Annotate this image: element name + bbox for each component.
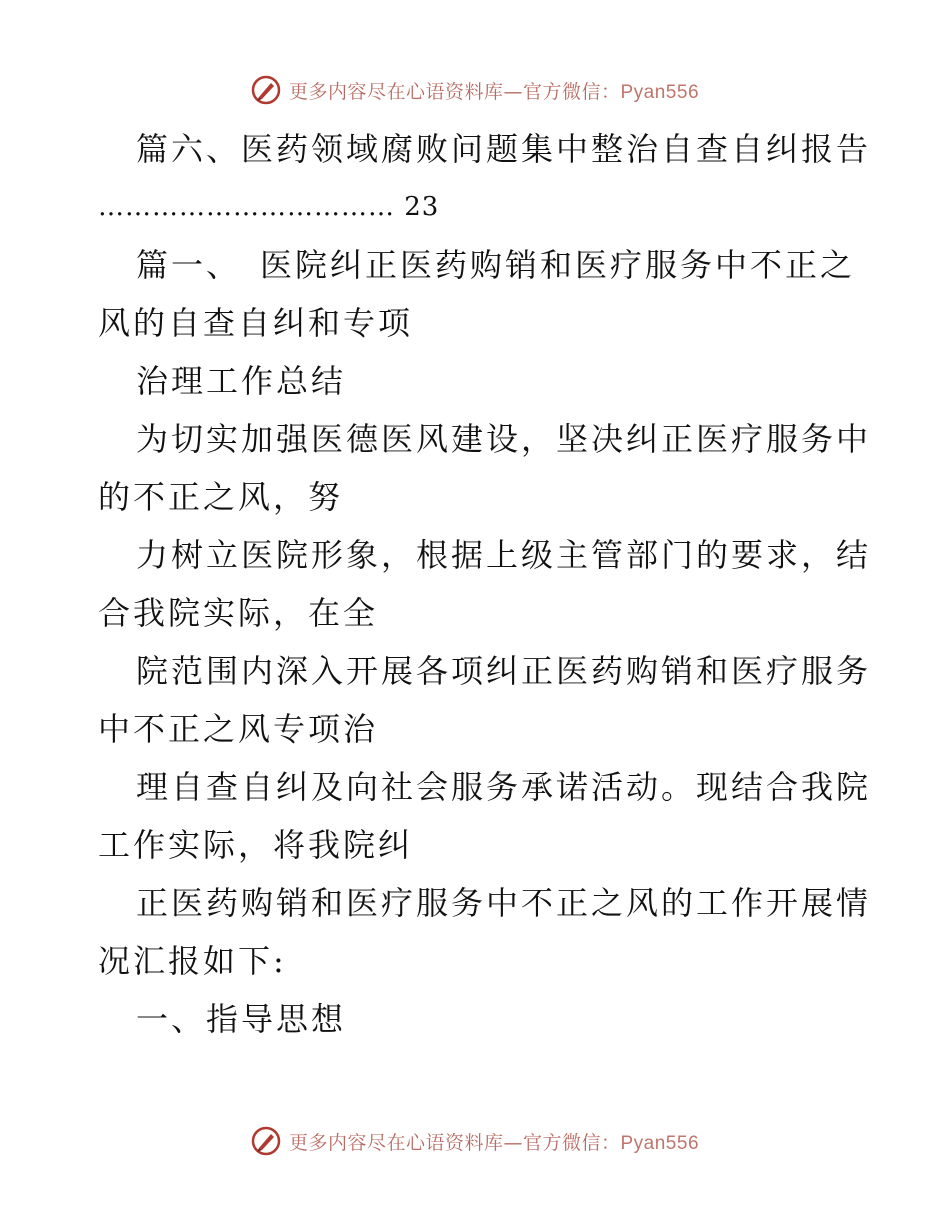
document-line: 中不正之风专项治 bbox=[98, 710, 379, 748]
pen-logo-icon bbox=[251, 1126, 281, 1156]
watermark-text: 更多内容尽在心语资料库—官方微信：Pyan556 bbox=[288, 1131, 700, 1154]
document-line: 风的自查自纠和专项 bbox=[98, 304, 414, 342]
watermark-footer bbox=[0, 1121, 950, 1161]
watermark-header bbox=[0, 70, 950, 110]
document-line: …………………………… 23 bbox=[98, 192, 440, 222]
document-line: 理自查自纠及向社会服务承诺活动。现结合我院 bbox=[136, 768, 872, 806]
document-line: 况汇报如下: bbox=[98, 942, 287, 980]
document-line: 治理工作总结 bbox=[136, 362, 347, 400]
document-line: 合我院实际，在全 bbox=[98, 594, 379, 632]
pen-logo-icon bbox=[251, 75, 281, 105]
document-line: 的不正之风，努 bbox=[98, 478, 344, 516]
document-body bbox=[98, 120, 872, 1048]
document-line: 工作实际，将我院纠 bbox=[98, 826, 414, 864]
watermark-text: 更多内容尽在心语资料库—官方微信：Pyan556 bbox=[288, 80, 700, 103]
document-line: 为切实加强医德医风建设，坚决纠正医疗服务中 bbox=[136, 420, 872, 458]
document-line: 篇一、 医院纠正医药购销和医疗服务中不正之 bbox=[136, 246, 856, 284]
document-line: 篇六、医药领域腐败问题集中整治自查自纠报告 bbox=[136, 130, 872, 168]
document-line: 院范围内深入开展各项纠正医药购销和医疗服务 bbox=[136, 652, 872, 690]
document-line: 正医药购销和医疗服务中不正之风的工作开展情 bbox=[136, 884, 872, 922]
document-line: 一、指导思想 bbox=[136, 1000, 347, 1038]
document-line: 力树立医院形象，根据上级主管部门的要求，结 bbox=[136, 536, 872, 574]
